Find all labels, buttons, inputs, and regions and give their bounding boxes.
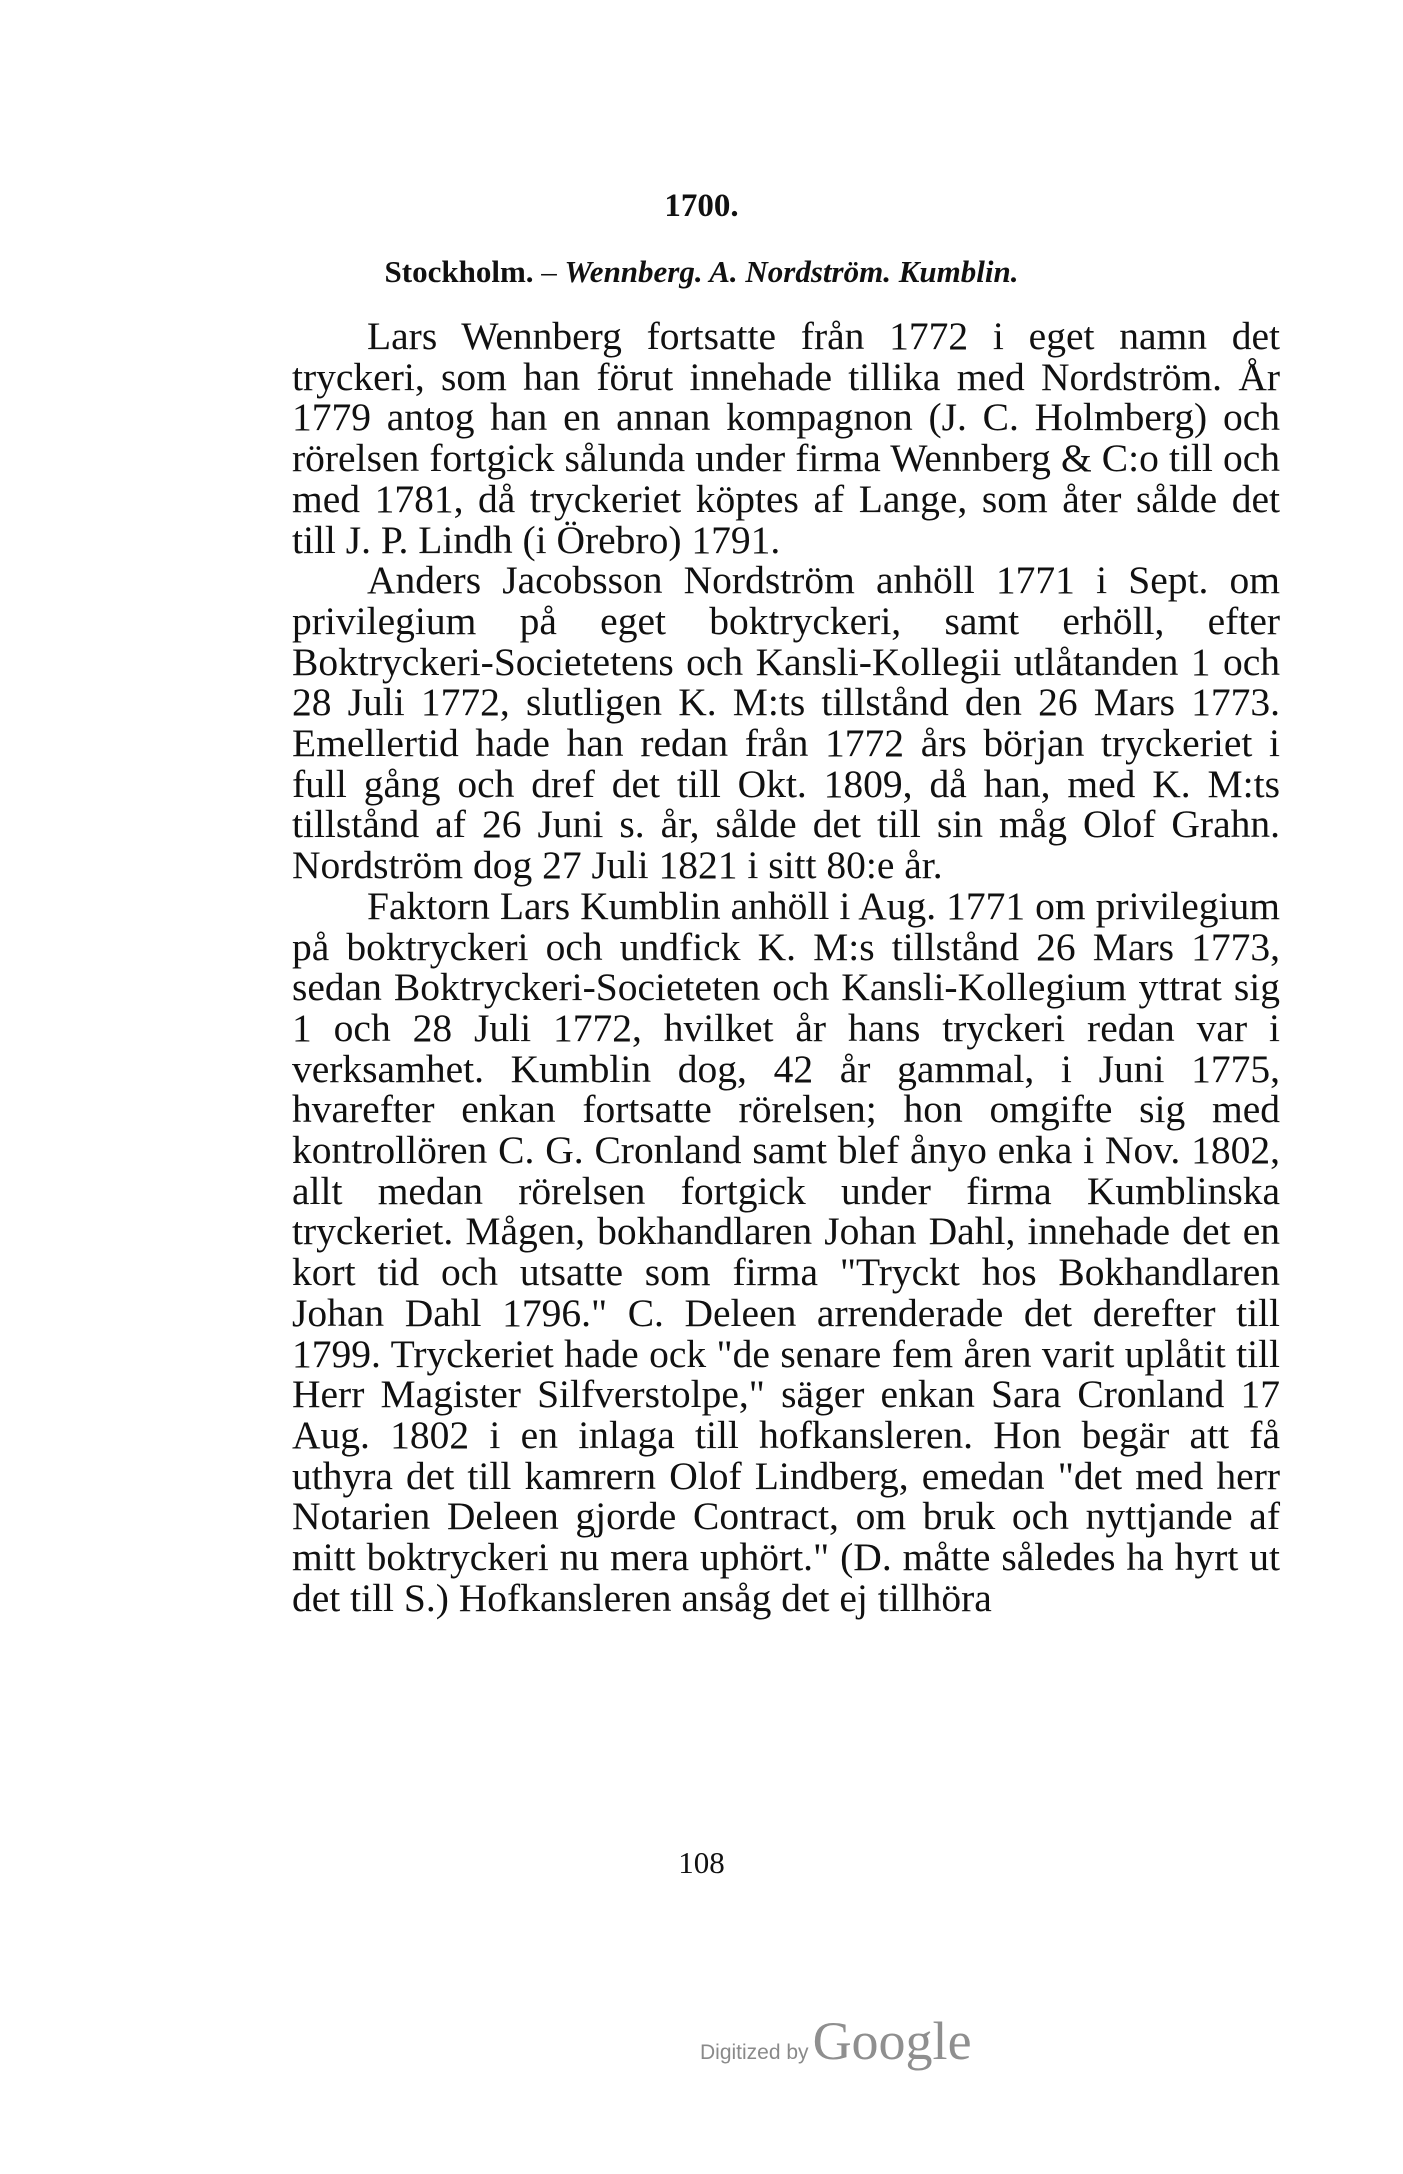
running-header-names: Wennberg. A. Nordström. Kumblin.: [564, 254, 1019, 289]
google-logo: Google: [812, 2011, 972, 2071]
digitized-by-label: Digitized by: [700, 2041, 809, 2064]
page-year-heading: 1700.: [664, 188, 739, 224]
running-header-place: Stockholm.: [384, 254, 534, 289]
paragraph-wennberg: Lars Wennberg fortsatte från 1772 i eget namn det tryckeri, som han förut innehade tillika med Nordström. År 1779 antog han en annan kompagnon (J. C. Holmberg) och rörelsen fortgick sålunda under firma Wennberg & C:o till och med 1781, då tryckeriet köptes af Lange, som åter sålde det till J. P. Lindh (i Örebro) 1791.: [292, 314, 1280, 562]
paragraph-nordstrom: Anders Jacobsson Nordström anhöll 1771 i Sept. om privilegium på eget boktryckeri, samt erhöll, efter Boktryckeri-Societetens och Kansli-Kollegii utlåtanden 1 och 28 Juli 1772, slutligen K. M:ts tillstånd den 26 Mars 1773. Emellertid hade han redan från 1772 års början tryckeriet i full gång och dref det till Okt. 1809, då han, med K. M:ts tillstånd af 26 Juni s. år, sålde det till sin måg Olof Grahn. Nordström dog 27 Juli 1821 i sitt 80:e år.: [292, 558, 1280, 888]
running-header: [0, 254, 1403, 290]
running-header-dash: –: [533, 254, 565, 289]
body-text: [292, 316, 1280, 1619]
digitized-by-watermark: [700, 2010, 972, 2072]
page-number: 108: [678, 1845, 725, 1880]
paragraph-kumblin: Faktorn Lars Kumblin anhöll i Aug. 1771 om privilegium på boktryckeri och undfick K. M:s tillstånd 26 Mars 1773, sedan Boktryckeri-Societeten och Kansli-Kollegium yttrat sig 1 och 28 Juli 1772, hvilket år hans tryckeri redan var i verksamhet. Kumblin dog, 42 år gammal, i Juni 1775, hvarefter enkan fortsatte rörelsen; hon omgifte sig med kontrollören C. G. Cronland samt blef ånyo enka i Nov. 1802, allt medan rörelsen fortgick under firma Kumblinska tryckeriet. Mågen, bokhandlaren Johan Dahl, innehade det en kort tid och utsatte som firma "Tryckt hos Bokhandlaren Johan Dahl 1796." C. Deleen arrenderade det derefter till 1799. Tryckeriet hade ock "de senare fem åren varit uplåtit till Herr Magister Silfverstolpe," säger enkan Sara Cronland 17 Aug. 1802 i en inlaga till hofkansleren. Hon begär att få uthyra det till kamrern Olof Lindberg, emedan "det med herr Notarien Deleen gjorde Contract, om bruk och nyttjande af mitt boktryckeri nu mera uphört." (D. måtte således ha hyrt ut det till S.) Hofkansleren ansåg det ej tillhöra: [292, 883, 1280, 1620]
